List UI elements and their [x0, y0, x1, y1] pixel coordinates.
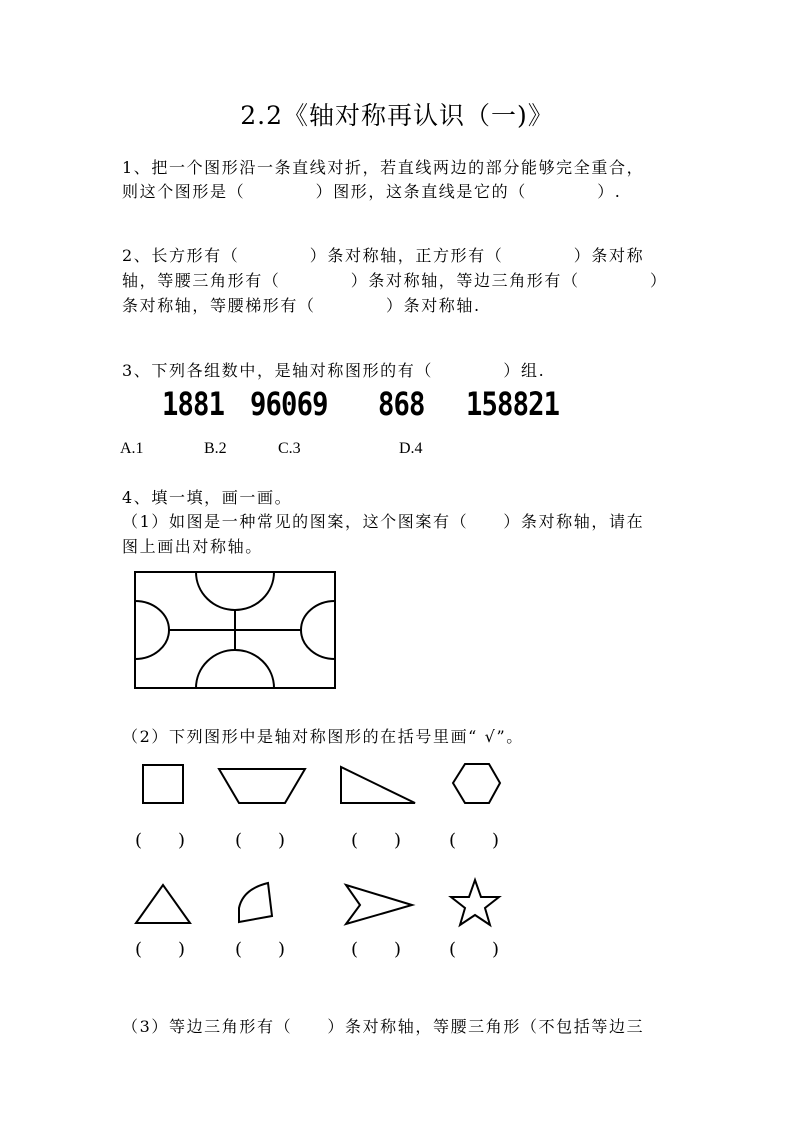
- q1-line2: 则这个图形是（ ）图形，这条直线是它的（ ）.: [122, 182, 622, 201]
- answer-paren-6[interactable]: ( ): [235, 939, 286, 960]
- q2-line2: 轴，等腰三角形有（ ）条对称轴，等边三角形有（ ）: [122, 271, 668, 290]
- number-group-1: 1881: [162, 385, 225, 423]
- number-group-4: 158821: [466, 385, 560, 423]
- q4-p1-line1: （1）如图是一种常见的图案，这个图案有（ ）条对称轴，请在: [122, 512, 645, 531]
- q4-heading: 4、填一填，画一画。: [122, 488, 293, 507]
- page-title: 2.2《轴对称再认识（一)》: [240, 101, 554, 130]
- q2-line3: 条对称轴，等腰梯形有（ ）条对称轴.: [122, 296, 481, 315]
- q2-line1: 2、长方形有（ ）条对称轴，正方形有（ ）条对称: [122, 246, 645, 265]
- option-a: A.1: [120, 440, 144, 457]
- option-b: B.2: [204, 440, 227, 457]
- answer-paren-1[interactable]: ( ): [135, 830, 186, 851]
- arrow-shape: [346, 885, 412, 924]
- q4-p1-line2: 图上画出对称轴。: [122, 537, 263, 556]
- option-d: D.4: [399, 440, 423, 457]
- answer-paren-7[interactable]: ( ): [351, 939, 402, 960]
- option-c: C.3: [278, 440, 301, 457]
- number-group-2: 96069: [250, 385, 328, 423]
- equilateral-triangle-shape: [136, 885, 190, 923]
- q1-line1: 1、把一个图形沿一条直线对折，若直线两边的部分能够完全重合，: [122, 158, 645, 177]
- answer-paren-8[interactable]: ( ): [449, 939, 500, 960]
- answer-paren-2[interactable]: ( ): [235, 830, 286, 851]
- number-group-3: 868: [378, 385, 425, 423]
- answer-paren-4[interactable]: ( ): [449, 830, 500, 851]
- q3-text: 3、下列各组数中，是轴对称图形的有（ ）组.: [122, 361, 546, 380]
- answer-paren-3[interactable]: ( ): [351, 830, 402, 851]
- answer-paren-5[interactable]: ( ): [135, 939, 186, 960]
- fan-shape: [239, 883, 272, 922]
- q4-p2: （2）下列图形中是轴对称图形的在括号里画“ √”。: [122, 727, 524, 746]
- star-shape: [451, 880, 499, 925]
- q4-p3: （3）等边三角形有（ ）条对称轴，等腰三角形（不包括等边三: [122, 1017, 645, 1036]
